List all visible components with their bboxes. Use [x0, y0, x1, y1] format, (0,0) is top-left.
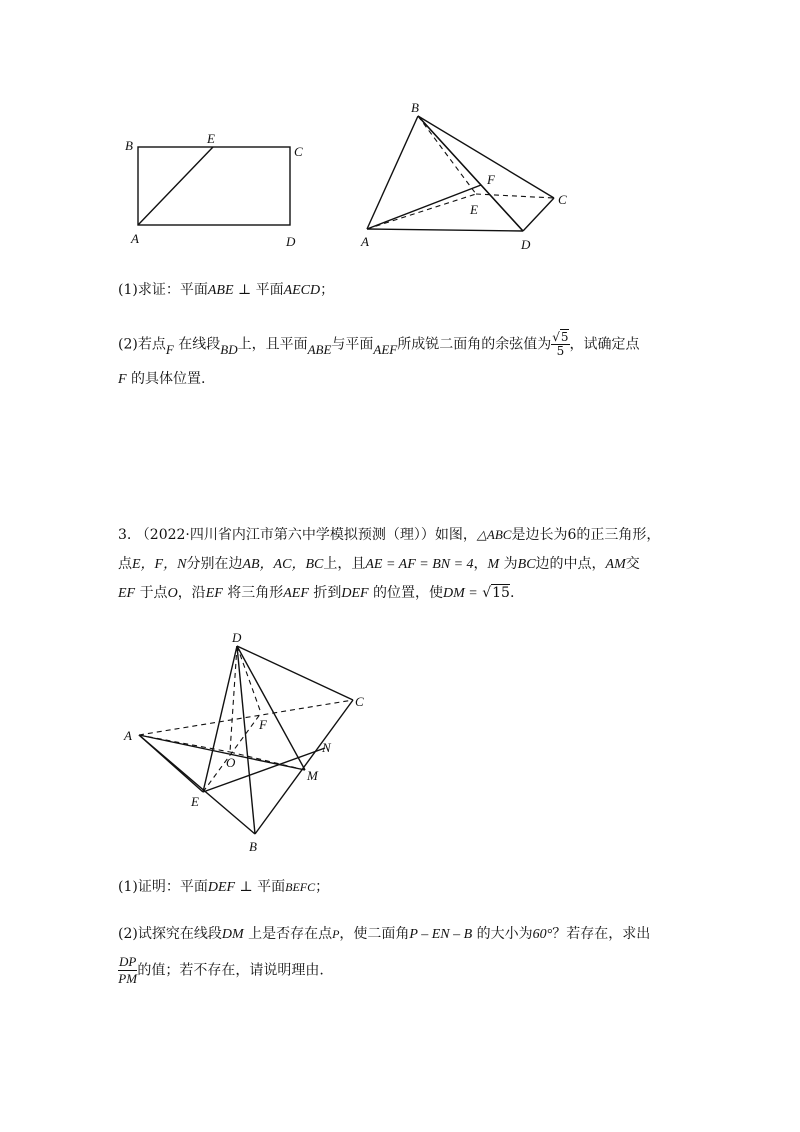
- math-60-degrees: 60°: [532, 927, 553, 942]
- label-B: B: [125, 138, 133, 153]
- text: 交: [625, 556, 640, 572]
- math-plane-abe: ABE: [207, 283, 234, 298]
- math-point-m: M: [487, 557, 500, 572]
- text: 于点: [139, 585, 168, 601]
- math-point-f: F: [165, 341, 174, 357]
- text: 的具体位置.: [131, 371, 206, 387]
- text: 的位置，使: [373, 585, 444, 601]
- fold-figure-solid: [139, 646, 353, 834]
- text: 与平面: [331, 336, 374, 353]
- text: 将三角形: [227, 585, 284, 601]
- label-A: A: [124, 728, 132, 743]
- text: 平面: [257, 879, 286, 895]
- text: 点: [118, 556, 132, 572]
- label-O: O: [226, 755, 236, 770]
- label-F: F: [487, 172, 495, 187]
- cos-fraction: $\frac{√5}{5}$: [552, 330, 569, 358]
- math-plane-abe: ABE: [307, 341, 332, 357]
- label-A: A: [361, 234, 369, 249]
- label-N: N: [322, 740, 331, 755]
- text: 的值；若不存在，请说明理由.: [137, 962, 324, 979]
- text: 上，且平面: [237, 336, 308, 353]
- math-segment-ef: EF: [118, 586, 136, 601]
- label-M: M: [307, 768, 318, 783]
- math-triangle-abc: △ABC: [476, 527, 512, 542]
- text: ；: [315, 879, 330, 895]
- math-points: E，F，N: [132, 557, 187, 572]
- q3-line3: EF 于点O，沿EF 将三角形AEF 折到DEF 的位置，使DM = √15.: [118, 585, 515, 601]
- fraction-denominator: PM: [118, 971, 138, 986]
- q3-part2-line1: [118, 925, 650, 944]
- text: (2)若点: [118, 336, 166, 353]
- math-plane-befc: BEFC: [285, 880, 316, 894]
- label-E: E: [191, 794, 199, 809]
- text: 的大小为: [476, 926, 533, 942]
- math-dihedral-angle: P – EN – B: [409, 927, 473, 942]
- text: ，: [473, 556, 488, 572]
- q3-part2-line2: [118, 954, 324, 987]
- text: 分别在边: [186, 556, 243, 572]
- q3-part1: [118, 878, 329, 897]
- text: ，试确定点: [569, 336, 640, 353]
- label-D: D: [286, 234, 296, 249]
- math-plane-def: DEF: [207, 880, 236, 895]
- label-D: D: [232, 630, 242, 645]
- label-C: C: [355, 694, 364, 709]
- math-sides: AB，AC，BC: [242, 557, 324, 572]
- question-header: 3. （2022·四川省内江市第六中学模拟预测（理））如图，: [118, 527, 477, 543]
- math-plane-aecd: AECD: [283, 283, 321, 298]
- math-side-bc: BC: [517, 557, 536, 572]
- text: 上是否存在点: [248, 926, 333, 942]
- math-point-p: P: [332, 927, 340, 941]
- text: (1)求证：平面: [118, 282, 208, 298]
- text: .: [509, 585, 515, 601]
- label-B: B: [249, 839, 257, 854]
- label-C: C: [558, 192, 567, 207]
- math-point-o: O: [167, 586, 178, 601]
- perp-symbol: ⊥: [237, 282, 252, 298]
- text: 所成锐二面角的余弦值为: [397, 336, 552, 353]
- text: ，沿: [177, 585, 206, 601]
- math-segment-dm: DM: [221, 927, 244, 942]
- fraction-numerator: 5: [560, 330, 569, 344]
- fold-figure-hidden: [139, 646, 353, 792]
- math-segment-ef: EF: [205, 586, 223, 601]
- text: 为: [503, 556, 518, 572]
- math-dm-equals: DM =: [443, 586, 478, 601]
- perp-symbol: ⊥: [239, 879, 253, 895]
- text: (1)证明：平面: [118, 879, 208, 895]
- math-sqrt-15: 15: [492, 585, 510, 601]
- text: 在线段: [178, 336, 221, 353]
- label-D: D: [521, 237, 531, 252]
- label-E: E: [207, 131, 215, 146]
- fraction-denominator: 5: [556, 344, 565, 358]
- math-point-f: F: [118, 372, 127, 387]
- text: 上，且: [323, 556, 366, 572]
- label-A: A: [131, 231, 139, 246]
- label-C: C: [294, 144, 303, 159]
- math-segment-am: AM: [605, 557, 626, 572]
- text: 是边长为6的正三角形，: [511, 527, 661, 543]
- text: (2)试探究在线段: [118, 926, 222, 942]
- math-triangle-def: DEF: [341, 586, 369, 601]
- text: 边的中点，: [535, 556, 606, 572]
- text: ，使二面角: [339, 926, 410, 942]
- text: ；: [320, 282, 335, 298]
- math-plane-aef: AEF: [373, 341, 398, 357]
- text: 折到: [313, 585, 342, 601]
- label-E: E: [470, 202, 478, 217]
- math-segment-bd: BD: [220, 341, 238, 357]
- label-B: B: [411, 100, 419, 115]
- dp-pm-fraction: [118, 954, 137, 987]
- fraction-numerator: DP: [119, 954, 137, 969]
- text: ？若存在，求出: [552, 926, 651, 942]
- math-triangle-aef: AEF: [283, 586, 309, 601]
- math-equation: AE = AF = BN = 4: [365, 557, 474, 572]
- text: 平面: [255, 282, 284, 298]
- label-F: F: [259, 717, 267, 732]
